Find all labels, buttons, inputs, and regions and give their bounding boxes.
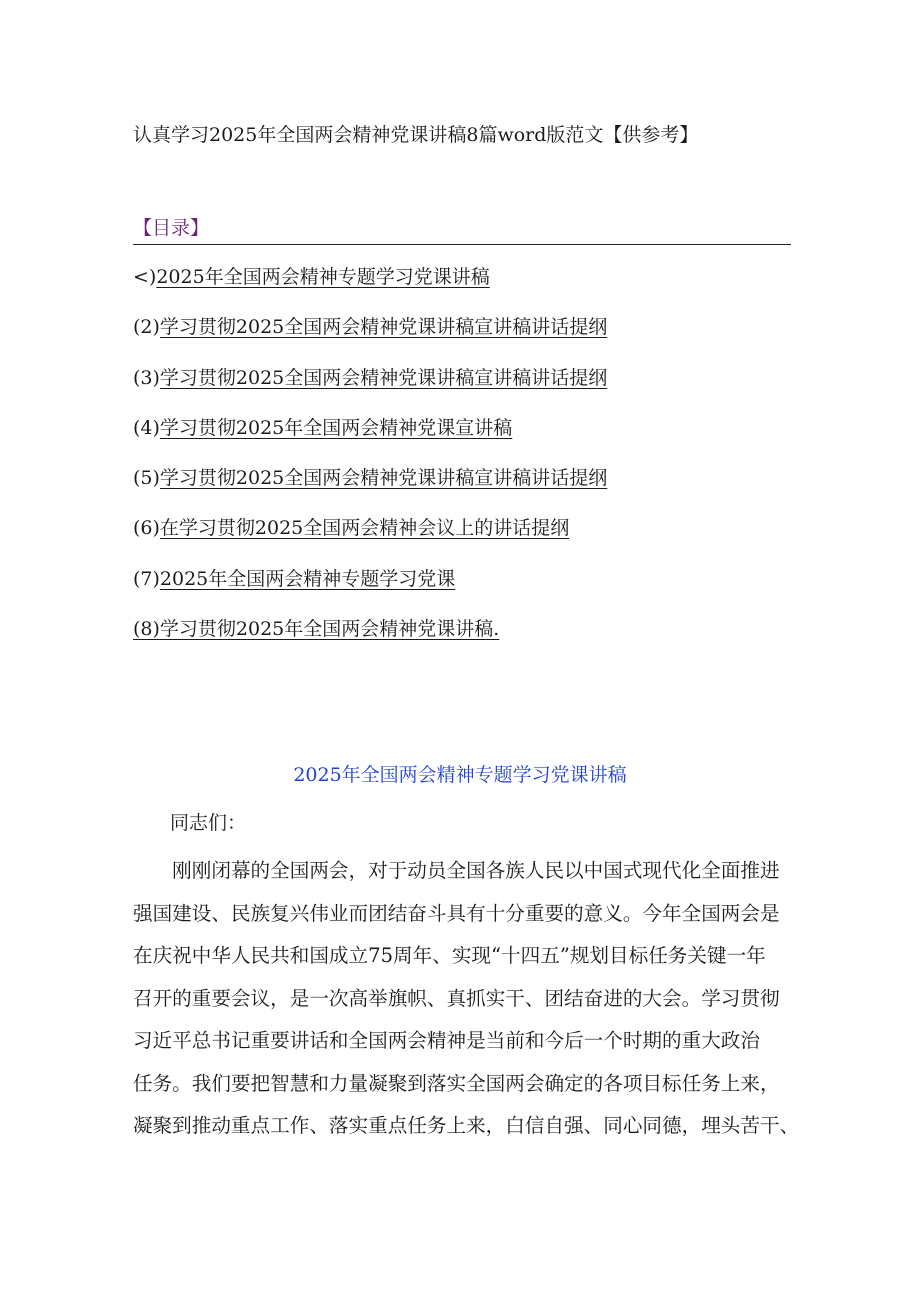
body-line: 习近平总书记重要讲话和全国两会精神是当前和今后一个时期的重大政治 xyxy=(133,1029,760,1052)
toc-item-1[interactable] xyxy=(133,262,607,312)
body-line: 召开的重要会议，是一次高举旗帜、真抓实干、团结奋进的大会。学习贯彻 xyxy=(133,986,780,1010)
toc-item-3[interactable] xyxy=(133,363,607,413)
toc-item-7[interactable] xyxy=(133,564,607,614)
toc-item-6[interactable] xyxy=(133,513,607,563)
toc-heading: 【目录】 xyxy=(133,217,210,239)
toc-item-8[interactable] xyxy=(133,614,607,664)
body-line: 刚刚闭幕的全国两会，对于动员全国各族人民以中国式现代化全面推进 xyxy=(133,859,780,882)
document-title: 认真学习2025年全国两会精神党课讲稿8篇word版范文【供参考】 xyxy=(133,124,699,146)
toc-link[interactable]: 在学习贯彻2025全国两会精神会议上的讲话提纲 xyxy=(159,517,570,540)
body-line: 凝聚到推动重点工作、落实重点任务上来，白信自强、同心同德，埋头苦干、 xyxy=(133,1114,800,1137)
toc-item-4[interactable] xyxy=(133,413,607,463)
toc-link[interactable]: 2025年全国两会精神专题学习党课讲稿 xyxy=(156,266,490,288)
body-line: 任务。我们要把智慧和力量凝聚到落实全国两会确定的各项目标任务上来， xyxy=(133,1071,780,1095)
toc-item-number: <) xyxy=(133,266,157,288)
toc-link[interactable]: 学习贯彻2025全国两会精神党课讲稿宣讲稿讲话提纲 xyxy=(159,316,608,339)
toc-item-number: (3) xyxy=(133,366,160,389)
toc-link[interactable]: 学习贯彻2025年全国两会精神党课宣讲稿 xyxy=(159,416,513,439)
toc-item-number: (6) xyxy=(133,517,160,540)
toc-divider xyxy=(133,244,791,245)
toc-item-2[interactable] xyxy=(133,312,607,362)
toc-item-number: (7) xyxy=(133,567,160,590)
toc-item-number: (5) xyxy=(133,467,160,490)
toc-link[interactable]: 2025年全国两会精神专题学习党课 xyxy=(159,567,456,590)
toc-item-number: (2) xyxy=(133,316,160,339)
toc-link[interactable]: 学习贯彻2025全国两会精神党课讲稿宣讲稿讲话提纲 xyxy=(159,467,608,490)
toc-item-number: (4) xyxy=(133,416,160,439)
body-line: 强国建设、民族复兴伟业而团结奋斗具有十分重要的意义。今年全国两会是 xyxy=(133,901,780,925)
body-line: 在庆祝中华人民共和国成立75周年、实现“十四五”规划目标任务关键一年 xyxy=(133,944,766,967)
toc-item-number[interactable]: (8) xyxy=(133,618,160,641)
section-title: 2025年全国两会精神专题学习党课讲稿 xyxy=(293,764,627,786)
table-of-contents xyxy=(133,262,607,664)
toc-link[interactable]: 学习贯彻2025全国两会精神党课讲稿宣讲稿讲话提纲 xyxy=(159,366,608,389)
body-paragraph xyxy=(133,850,800,1148)
salutation: 同志们： xyxy=(170,812,247,834)
toc-link[interactable]: 学习贯彻2025年全国两会精神党课讲稿. xyxy=(159,618,500,641)
toc-item-5[interactable] xyxy=(133,463,607,513)
